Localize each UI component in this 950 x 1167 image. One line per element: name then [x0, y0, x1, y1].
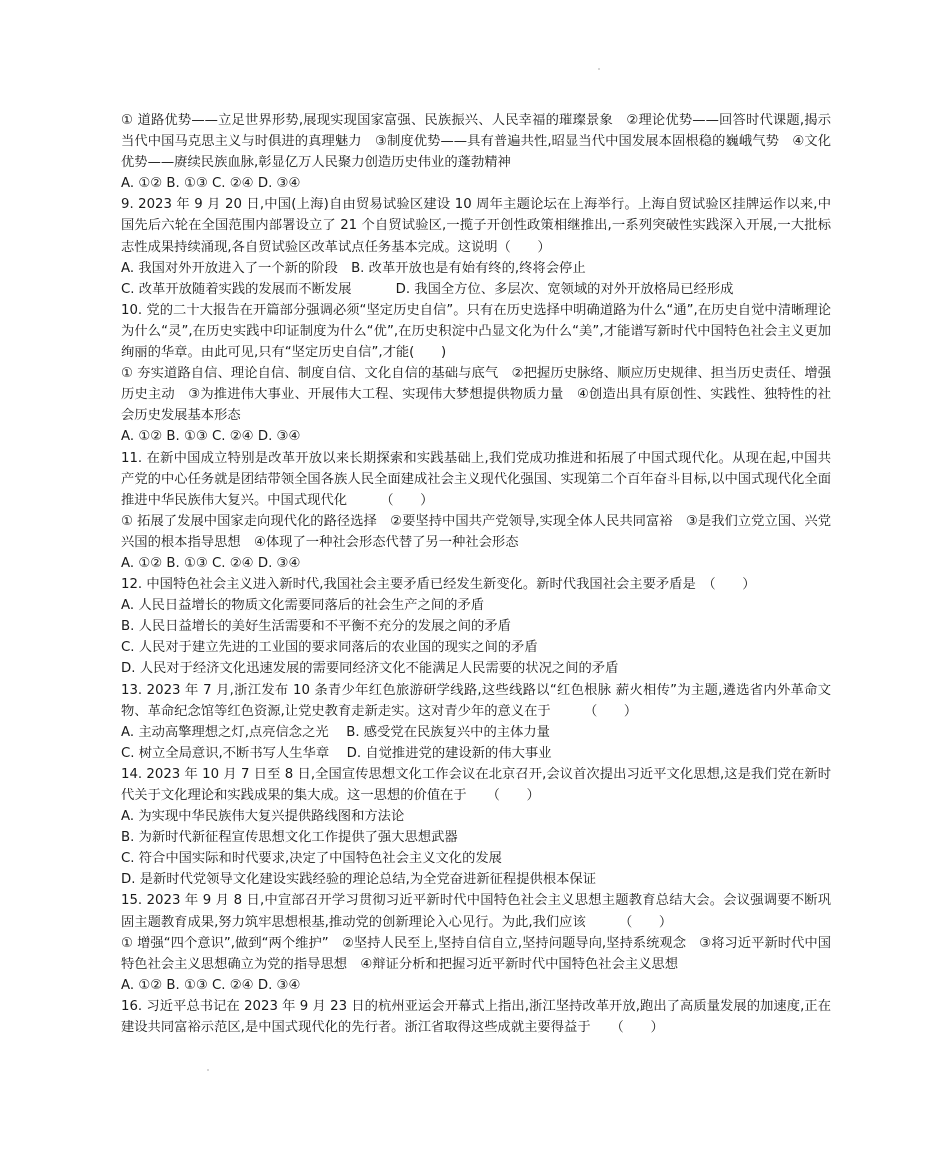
q13-option-ab: A. 主动高擎理想之灯,点亮信念之光 B. 感受党在民族复兴中的主体力量	[121, 724, 550, 740]
q12-option-a: A. 人民日益增长的物质文化需要同落后的社会生产之间的矛盾	[121, 598, 485, 614]
q12-option-b: B. 人民日益增长的美好生活需要和不平衡不充分的发展之间的矛盾	[121, 619, 511, 635]
q16-stem: 16. 习近平总书记在 2023 年 9 月 23 日的杭州亚运会开幕式上指出,浙江坚持改革开放,跑出了高质量发展的加速度,正在建设共同富裕示范区,是中国式现代化的先行者。浙江省取得这些成就主要得益于 （ ）	[121, 998, 831, 1036]
q9-option-cd: C. 改革开放随着实践的发展而不断发展 D. 我国全方位、多层次、宽领域的对外开放格局已经形成	[121, 281, 734, 297]
q15-answers: A. ①② B. ①③ C. ②④ D. ③④	[121, 977, 301, 993]
q13-stem: 13. 2023 年 7 月,浙江发布 10 条青少年红色旅游研学线路,这些线路以“红色根脉 薪火相传”为主题,遴选省内外革命文物、革命纪念馆等红色资源,让党史教育走新走实。这对青少年的意义在于 （ ）	[121, 682, 831, 719]
q10-stem: 10. 党的二十大报告在开篇部分强调必须“坚定历史自信”。只有在历史选择中明确道路为什么“通”,在历史自觉中清晰理论为什么“灵”,在历史实践中印证制度为什么“优”,在历史积淀中凸显文化为什么“美”,才能谱写新时代中国特色社会主义更加绚丽的华章。由此可见,只有“坚定历史自信”,才能( )	[121, 302, 831, 361]
q12-stem: 12. 中国特色社会主义进入新时代,我国社会主要矛盾已经发生新变化。新时代我国社会主要矛盾是 （ ）	[121, 577, 756, 593]
question-list	[121, 110, 831, 1038]
q10-options: ① 夯实道路自信、理论自信、制度自信、文化自信的基础与底气 ②把握历史脉络、顺应历史规律、担当历史责任、增强历史主动 ③为推进伟大事业、开展伟大工程、实现伟大梦想提供物质力量 ④创造出具有原创性、实践性、独特性的社会历史发展基本形态	[121, 366, 831, 424]
q15-options: ① 增强“四个意识”,做到“两个维护” ②坚持人民至上,坚持自信自立,坚持问题导向,坚持系统观念 ③将习近平新时代中国特色社会主义思想确立为党的指导思想 ④辩证分析和把握习近平新时代中国特色社会主义思想	[121, 935, 831, 972]
q8-answers: A. ①② B. ①③ C. ②④ D. ③④	[121, 176, 301, 192]
q14-option-d: D. 是新时代党领导文化建设实践经验的理论总结,为全党奋进新征程提供根本保证	[121, 872, 597, 888]
scan-dot-bottom	[207, 1069, 209, 1071]
scan-dot-top	[598, 68, 600, 70]
q14-option-b: B. 为新时代新征程宣传思想文化工作提供了强大思想武器	[121, 830, 458, 846]
q11-stem: 11. 在新中国成立特别是改革开放以来长期探索和实践基础上,我们党成功推进和拓展了中国式现代化。从现在起,中国共产党的中心任务就是团结带领全国各族人民全面建成社会主义现代化强国、实现第二个百年奋斗目标,以中国式现代化全面推进中华民族伟大复兴。中国式现代化 （ ）	[121, 450, 831, 508]
q8-options: ① 道路优势——立足世界形势,展现实现国家富强、民族振兴、人民幸福的璀璨景象 ②理论优势——回答时代课题,揭示当代中国马克思主义与时俱进的真理魅力 ③制度优势——具有普遍共性,昭显当代中国发展本固根稳的巍峨气势 ④文化优势——赓续民族血脉,彰显亿万人民聚力创造历史伟业的蓬勃精神	[121, 113, 831, 171]
q14-stem: 14. 2023 年 10 月 7 日至 8 日,全国宣传思想文化工作会议在北京召开,会议首次提出习近平文化思想,这是我们党在新时代关于文化理论和实践成果的集大成。这一思想的价值在于 （ ）	[121, 766, 831, 803]
q13-option-cd: C. 树立全局意识,不断书写人生华章 D. 自觉推进党的建设新的伟大事业	[121, 745, 552, 761]
q15-stem: 15. 2023 年 9 月 8 日,中宣部召开学习贯彻习近平新时代中国特色社会主义思想主题教育总结大会。会议强调要不断巩固主题教育成果,努力筑牢思想根基,推动党的创新理论入心见行。为此,我们应该 （ ）	[121, 893, 831, 930]
q9-option-ab: A. 我国对外开放进入了一个新的阶段 B. 改革开放也是有始有终的,终将会停止	[121, 260, 586, 276]
q12-option-c: C. 人民对于建立先进的工业国的要求同落后的农业国的现实之间的矛盾	[121, 640, 538, 656]
q12-option-d: D. 人民对于经济文化迅速发展的需要同经济文化不能满足人民需要的状况之间的矛盾	[121, 661, 619, 677]
q11-answers: A. ①② B. ①③ C. ②④ D. ③④	[121, 555, 301, 571]
q10-answers: A. ①② B. ①③ C. ②④ D. ③④	[121, 429, 301, 445]
q14-option-a: A. 为实现中华民族伟大复兴提供路线图和方法论	[121, 809, 405, 825]
q11-options: ① 拓展了发展中国家走向现代化的路径选择 ②要坚持中国共产党领导,实现全体人民共同富裕 ③是我们立党立国、兴党兴国的根本指导思想 ④体现了一种社会形态代替了另一种社会形态	[121, 513, 831, 550]
q9-stem: 9. 2023 年 9 月 20 日,中国(上海)自由贸易试验区建设 10 周年主题论坛在上海举行。上海自贸试验区挂牌运作以来,中国先后六轮在全国范围内部署设立了 21 个自贸试验区,一揽子开创性政策相继推出,一系列突破性实践深入开展,一大批标志性成果持续涌现,各自贸试验区改革试点任务基本完成。这说明（ ）	[121, 197, 831, 255]
q14-option-c: C. 符合中国实际和时代要求,决定了中国特色社会主义文化的发展	[121, 851, 502, 867]
